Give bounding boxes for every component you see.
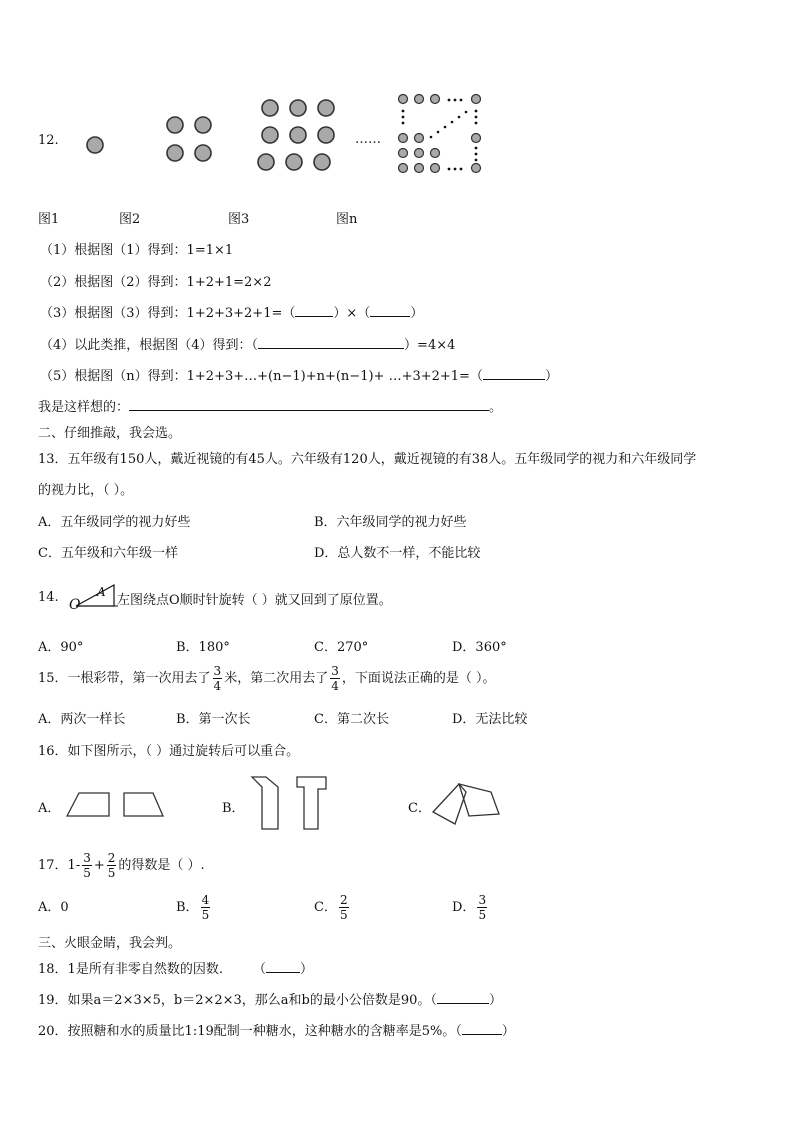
q12-line-2: （2）根据图（2）得到：1+2+1=2×2 bbox=[40, 275, 272, 290]
q17-option-b[interactable]: B． $\frac{4}{5}$ bbox=[176, 893, 210, 922]
q15-option-d[interactable]: D．无法比较 bbox=[452, 712, 528, 727]
figure-2-dots bbox=[167, 117, 211, 161]
point-a-label: A bbox=[97, 585, 106, 599]
answer-blank[interactable] bbox=[295, 304, 333, 317]
q20-text: 20．按照糖和水的质量比1:19配制一种糖水，这种糖水的含糖率是5%。（ ） bbox=[38, 1024, 515, 1039]
q15-text: 15．一根彩带，第一次用去了 $\frac{3}{4}$ 米，第二次用去了 $\frac{3}{4}$ ，下面说法正确的是（ ）。 bbox=[38, 664, 496, 693]
q13-option-d[interactable]: D．总人数不一样，不能比较 bbox=[314, 546, 481, 561]
q16-option-a[interactable]: A． bbox=[38, 801, 61, 816]
q15-option-a[interactable]: A．两次一样长 bbox=[38, 712, 126, 727]
q12-line-4: （4）以此类推，根据图（4）得到：（ ）=4×4 bbox=[40, 338, 456, 353]
dot-pattern-figures bbox=[0, 0, 794, 200]
think-line: 我是这样想的： 。 bbox=[38, 400, 503, 415]
figure-n-dots bbox=[399, 95, 481, 173]
q13-option-c[interactable]: C．五年级和六年级一样 bbox=[38, 546, 178, 561]
q14-option-a[interactable]: A．90° bbox=[38, 640, 84, 655]
q14-option-c[interactable]: C．270° bbox=[314, 640, 369, 655]
figure-1-dot bbox=[87, 137, 103, 153]
point-o-label: O bbox=[69, 597, 81, 613]
q16-text: 16．如下图所示，（ ）通过旋转后可以重合。 bbox=[38, 744, 300, 759]
fraction: $\frac{2}{5}$ bbox=[107, 851, 116, 880]
answer-blank[interactable] bbox=[129, 398, 489, 411]
answer-blank[interactable] bbox=[370, 304, 410, 317]
q12-line-1: （1）根据图（1）得到：1=1×1 bbox=[40, 243, 234, 258]
section-heading: 三、火眼金睛，我会判。 bbox=[38, 936, 182, 951]
fig-label-2: 图2 bbox=[119, 212, 141, 227]
question-number: 14. bbox=[38, 590, 59, 605]
answer-blank[interactable] bbox=[258, 336, 404, 349]
q14-option-b[interactable]: B．180° bbox=[176, 640, 230, 655]
q15-option-b[interactable]: B．第一次长 bbox=[176, 712, 251, 727]
q15-option-c[interactable]: C．第二次长 bbox=[314, 712, 389, 727]
answer-blank[interactable] bbox=[437, 991, 489, 1004]
fig-label-1: 图1 bbox=[38, 212, 60, 227]
q13-text-1: 13．五年级有150人，戴近视镜的有45人。六年级有120人，戴近视镜的有38人。五年级同学的视力和六年级同学 bbox=[38, 452, 697, 467]
q16-option-c[interactable]: C． bbox=[408, 801, 431, 816]
q14-text: 左图绕点O顺时针旋转（ ）就又回到了原位置。 bbox=[117, 593, 392, 608]
q12-line-5: （5）根据图（n）得到：1+2+3+…+(n−1)+n+(n−1)+ …+3+2+1=（ ） bbox=[40, 369, 558, 384]
answer-blank[interactable] bbox=[266, 960, 300, 973]
q17-option-a[interactable]: A．0 bbox=[38, 900, 69, 915]
fraction: $\frac{3}{5}$ bbox=[83, 851, 91, 880]
q12-line-3: （3）根据图（3）得到：1+2+3+2+1=（ ）×（ ） bbox=[40, 306, 424, 321]
q17-option-d[interactable]: D． $\frac{3}{5}$ bbox=[452, 893, 487, 922]
q13-text-2: 的视力比，（ ）。 bbox=[38, 483, 134, 498]
trapezoid-pair-figure bbox=[63, 790, 173, 820]
fraction: $\frac{3}{5}$ bbox=[478, 893, 487, 922]
q16-option-b[interactable]: B． bbox=[222, 801, 245, 816]
q17-option-c[interactable]: C． $\frac{2}{5}$ bbox=[314, 893, 348, 922]
fig-label-3: 图3 bbox=[228, 212, 250, 227]
pentagon-pair-figure bbox=[431, 780, 506, 830]
question-number: 12. bbox=[38, 133, 59, 148]
l-shape-pair-figure bbox=[248, 775, 338, 835]
q19-text: 19．如果a＝2×3×5，b＝2×2×3，那么a和b的最小公倍数是90。（ ） bbox=[38, 993, 502, 1008]
q17-text: 17．1- $\frac{3}{5}$ + $\frac{2}{5}$ 的得数是（ ）. bbox=[38, 851, 205, 880]
ellipsis: …… bbox=[355, 132, 381, 147]
fraction: $\frac{2}{5}$ bbox=[339, 893, 348, 922]
q18-text: 18．1是所有非零自然数的因数. （ ） bbox=[38, 962, 313, 977]
q14-option-d[interactable]: D．360° bbox=[452, 640, 507, 655]
fig-label-n: 图n bbox=[336, 212, 358, 227]
answer-blank[interactable] bbox=[483, 367, 545, 380]
q13-option-a[interactable]: A．五年级同学的视力好些 bbox=[38, 515, 191, 530]
answer-blank[interactable] bbox=[462, 1022, 502, 1035]
section-heading: 二、仔细推敲，我会选。 bbox=[38, 426, 182, 441]
figure-3-dots bbox=[258, 100, 334, 170]
fraction: $\frac{4}{5}$ bbox=[201, 893, 210, 922]
fraction: $\frac{3}{4}$ bbox=[331, 664, 339, 693]
q13-option-b[interactable]: B．六年级同学的视力好些 bbox=[314, 515, 467, 530]
fraction: $\frac{3}{4}$ bbox=[213, 664, 222, 693]
